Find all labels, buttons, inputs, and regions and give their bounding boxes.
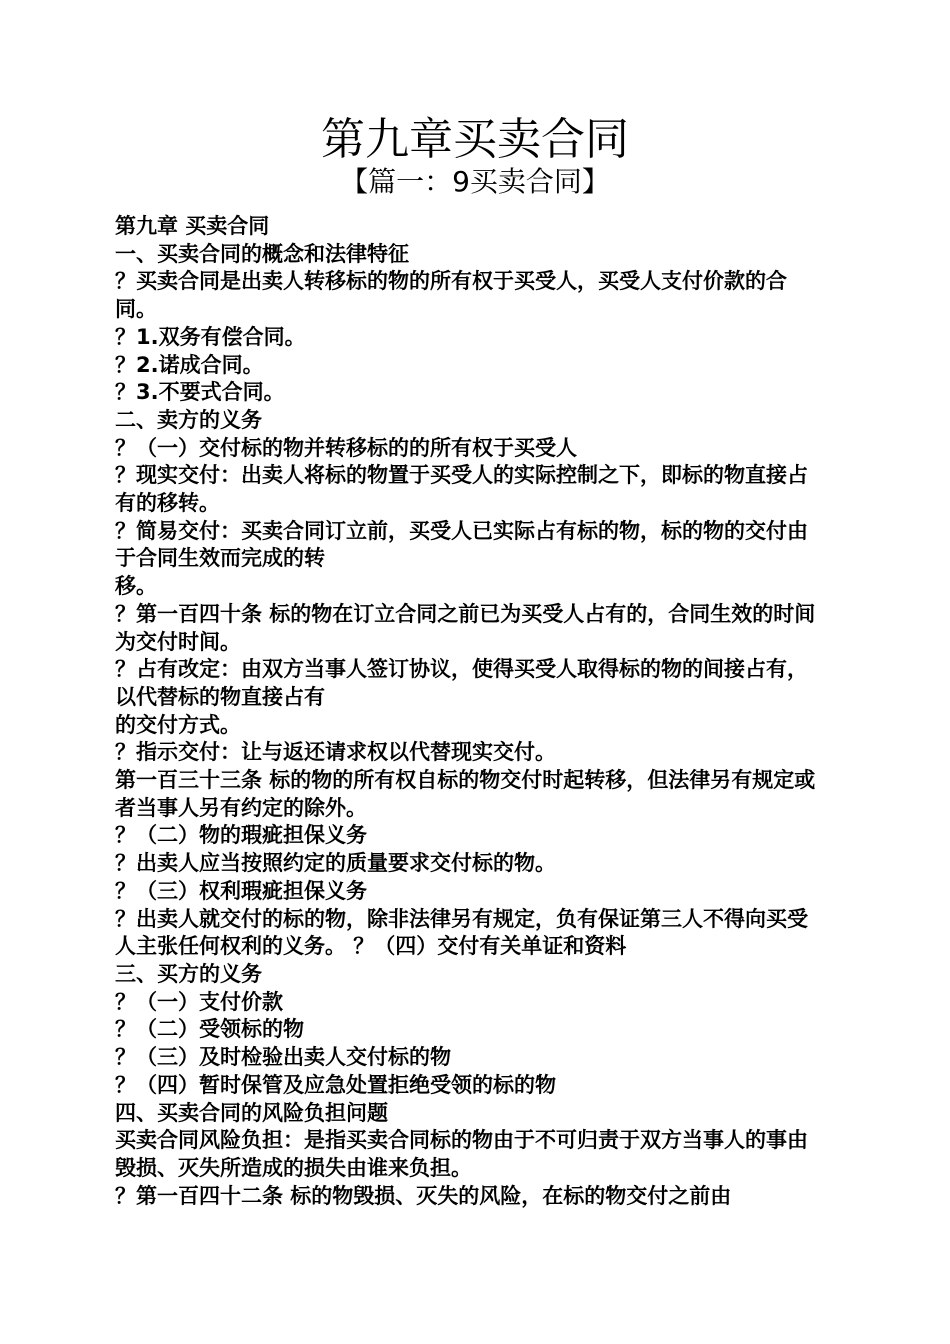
paragraph: ？简易交付：买卖合同订立前，买受人已实际占有标的物，标的物的交付由于合同生效而完成的转 <box>115 518 808 571</box>
document-subtitle: 【篇一：9买卖合同】 <box>340 165 610 198</box>
paragraph: ？第一百四十二条 标的物毁损、灭失的风险，在标的物交付之前由 <box>115 1183 732 1208</box>
paragraph: ？3.不要式合同。 <box>115 380 285 405</box>
paragraph: ？出卖人就交付的标的物，除非法律另有规定，负有保证第三人不得向买受人主张任何权利的义务。 ？（四）交付有关单证和资料 <box>115 906 808 959</box>
paragraph: 三、买方的义务 <box>115 961 262 986</box>
paragraph: 移。 <box>115 574 157 599</box>
document-title: 第九章买卖合同 <box>321 114 629 165</box>
paragraph: ？（二）物的瑕疵担保义务 <box>115 823 367 848</box>
paragraph: ？（四）暂时保管及应急处置拒绝受领的标的物 <box>115 1072 556 1097</box>
paragraph: ？指示交付：让与返还请求权以代替现实交付。 <box>115 740 556 765</box>
paragraph: ？（一）交付标的物并转移标的的所有权于买受人 <box>115 435 577 460</box>
paragraph: ？（二）受领标的物 <box>115 1017 304 1042</box>
paragraph: ？（三）权利瑕疵担保义务 <box>115 878 367 903</box>
paragraph: ？买卖合同是出卖人转移标的物的所有权于买受人，买受人支付价款的合同。 <box>115 269 787 322</box>
paragraph: 一、买卖合同的概念和法律特征 <box>115 241 409 266</box>
paragraph: 买卖合同风险负担：是指买卖合同标的物由于不可归责于双方当事人的事由毁损、灭失所造成的损失由谁来负担。 <box>115 1128 808 1180</box>
paragraph: ？出卖人应当按照约定的质量要求交付标的物。 <box>115 851 556 876</box>
paragraph: ？（一）支付价款 <box>115 989 283 1014</box>
paragraph: ？占有改定：由双方当事人签订协议，使得买受人取得标的物的间接占有，以代替标的物直接占有 <box>115 657 808 709</box>
paragraph: ？（三）及时检验出卖人交付标的物 <box>115 1045 451 1070</box>
paragraph: 四、买卖合同的风险负担问题 <box>115 1100 388 1125</box>
paragraph: 第九章 买卖合同 <box>115 214 270 238</box>
paragraph: ？现实交付：出卖人将标的物置于买受人的实际控制之下，即标的物直接占有的移转。 <box>115 463 808 516</box>
paragraph: ？1.双务有偿合同。 <box>115 324 306 349</box>
paragraph: 的交付方式。 <box>115 712 241 737</box>
document-body <box>115 213 827 1210</box>
paragraph: ？第一百四十条 标的物在订立合同之前已为买受人占有的，合同生效的时间为交付时间。 <box>115 601 816 654</box>
paragraph: 第一百三十三条 标的物的所有权自标的物交付时起转移，但法律另有规定或者当事人另有约定的除外。 <box>115 768 816 820</box>
paragraph: 二、卖方的义务 <box>115 407 262 432</box>
paragraph: ？2.诺成合同。 <box>115 352 264 377</box>
